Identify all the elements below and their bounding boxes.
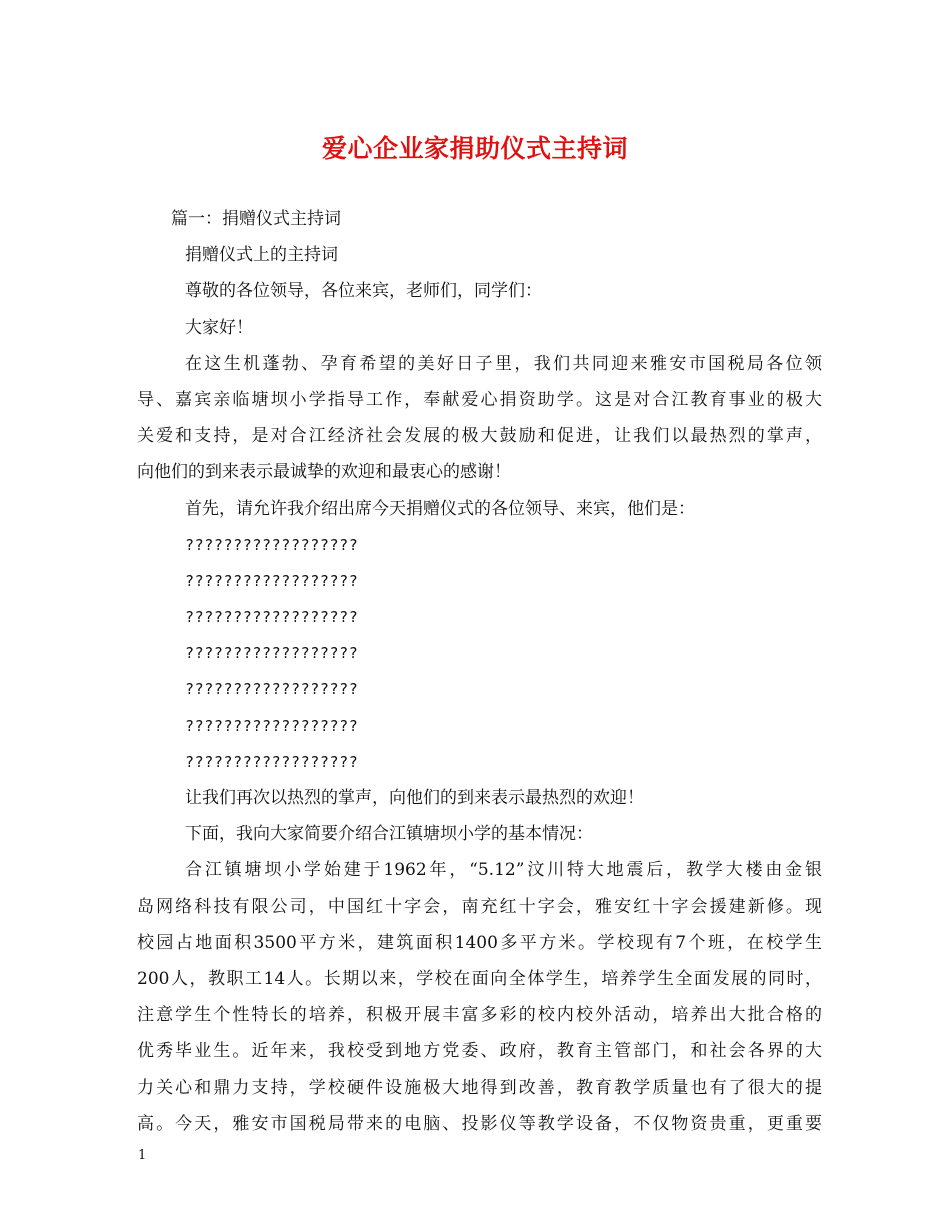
- body-line: 大家好！: [185, 317, 253, 338]
- body-line: 200人，教职工14人。长期以来，学校在面向全体学生，培养学生全面发展的同时，: [137, 968, 822, 989]
- body-line: ??????????????????: [185, 535, 359, 554]
- body-line: ??????????????????: [185, 571, 359, 590]
- body-line: ??????????????????: [185, 716, 359, 735]
- body-line: 高。今天，雅安市国税局带来的电脑、投影仪等教学设备，不仅物资贵重，更重要: [137, 1113, 822, 1134]
- document-body: [137, 201, 822, 1142]
- body-line: 注意学生个性特长的培养，积极开展丰富多彩的校内校外活动，培养出大批合格的: [137, 1005, 822, 1026]
- body-line: 力关心和鼎力支持，学校硬件设施极大地得到改善，教育教学质量也有了很大的提: [137, 1077, 822, 1098]
- body-line: 岛网络科技有限公司，中国红十字会，南充红十字会，雅安红十字会援建新修。现: [137, 896, 822, 917]
- body-line: 下面，我向大家简要介绍合江镇塘坝小学的基本情况：: [185, 824, 593, 845]
- body-line: 在这生机蓬勃、孕育希望的美好日子里，我们共同迎来雅安市国税局各位领: [185, 353, 822, 374]
- body-line: 首先，请允许我介绍出席今天捐赠仪式的各位领导、来宾，他们是：: [185, 498, 695, 519]
- body-line: 向他们的到来表示最诚挚的欢迎和最衷心的感谢！: [137, 462, 511, 483]
- body-line: 优秀毕业生。近年来，我校受到地方党委、政府，教育主管部门，和社会各界的大: [137, 1041, 822, 1062]
- body-line: 导、嘉宾亲临塘坝小学指导工作，奉献爱心捐资助学。这是对合江教育事业的极大: [137, 389, 822, 410]
- body-line: ??????????????????: [185, 680, 359, 699]
- body-line: 校园占地面积3500平方米，建筑面积1400多平方米。学校现有7个班，在校学生: [137, 932, 822, 953]
- body-line: ??????????????????: [185, 608, 359, 627]
- body-line: 让我们再次以热烈的掌声，向他们的到来表示最热烈的欢迎！: [185, 788, 644, 808]
- body-line: 篇一：捐赠仪式主持词: [171, 209, 341, 229]
- body-line: 关爱和支持，是对合江经济社会发展的极大鼓励和促进，让我们以最热烈的掌声，: [137, 426, 822, 447]
- body-line: ??????????????????: [185, 752, 359, 771]
- body-line: 合江镇塘坝小学始建于1962年，“5.12”汶川特大地震后，教学大楼由金银: [185, 860, 822, 881]
- body-line: ??????????????????: [185, 644, 359, 663]
- page-number: 1: [138, 1148, 147, 1163]
- body-line: 捐赠仪式上的主持词: [185, 245, 338, 266]
- document-title: 爱心企业家捐助仪式主持词: [321, 134, 628, 163]
- body-line: 尊敬的各位领导，各位来宾，老师们，同学们：: [185, 281, 542, 302]
